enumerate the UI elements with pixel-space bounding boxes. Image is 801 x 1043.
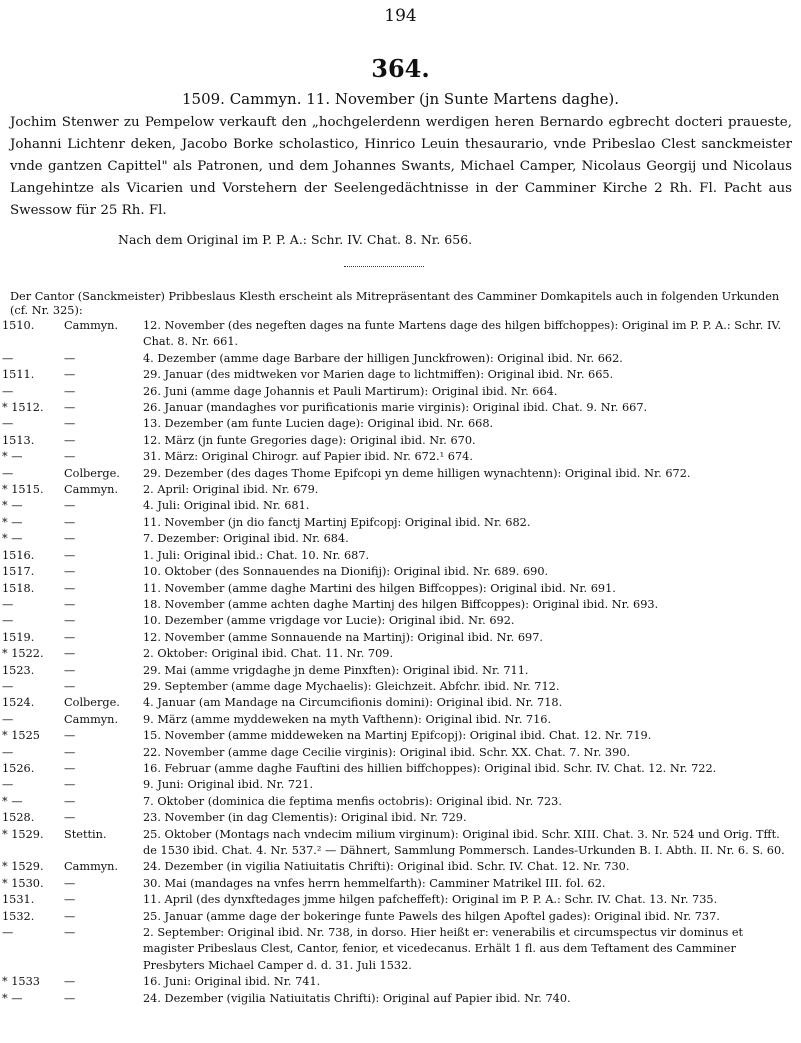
entry-place: —	[64, 876, 76, 890]
record-list	[0, 290, 801, 1007]
list-item	[0, 745, 801, 761]
separator-rule	[344, 266, 424, 267]
entry-place: Cammyn.	[64, 319, 119, 332]
entry-place: Stettin.	[64, 827, 107, 841]
entry-year: —	[2, 597, 14, 611]
entry-text: 24. Dezember (vigilia Natiuitatis Chrifti): Original auf Papier ibid. Nr. 740.	[143, 991, 571, 1005]
entry-text: 31. März: Original Chirogr. auf Papier ibid. Nr. 672.¹ 674.	[143, 450, 473, 464]
entry-text: 2. September: Original ibid. Nr. 738, in dorso. Hier heißt er: venerabilis et circumspectus vir dominus et magister Pribeslaus Clest, Cantor, fenior, et vicedecanus. Erhält 1 fl. aus dem Teftament des Camminer Presbyters Michael Camper d. d. 31. Juli 1532.	[143, 926, 744, 972]
list-item	[0, 712, 801, 728]
entry-place: —	[64, 926, 76, 940]
entry-place: —	[64, 614, 76, 628]
entry-place: —	[64, 450, 76, 464]
list-item	[0, 531, 801, 547]
list-item	[0, 564, 801, 580]
list-item	[0, 433, 801, 449]
list-item	[0, 318, 801, 351]
entry-year: * 1522.	[2, 647, 44, 661]
entry-year: * —	[2, 515, 23, 529]
list-item	[0, 400, 801, 416]
list-item	[0, 498, 801, 514]
entry-place: —	[64, 548, 76, 562]
list-item	[0, 449, 801, 465]
entry-text: 25. Januar (amme dage der bokeringe funte Pawels des hilgen Apoftel gades): Original ibid. Nr. 737.	[143, 909, 720, 923]
entry-text: 24. Dezember (in vigilia Natiuitatis Chrifti): Original ibid. Schr. IV. Chat. 12. Nr. 730.	[143, 860, 630, 874]
entry-text: 7. Dezember: Original ibid. Nr. 684.	[143, 532, 349, 546]
list-item	[0, 777, 801, 793]
entry-text: 15. November (amme middeweken na Martinj Epifcopj): Original ibid. Chat. 12. Nr. 719.	[143, 729, 652, 743]
entry-place: —	[64, 499, 76, 513]
entry-place: Colberge.	[64, 696, 120, 710]
entry-text: 22. November (amme dage Cecilie virginis): Original ibid. Schr. XX. Chat. 7. Nr. 390.	[143, 745, 631, 759]
entry-place: Cammyn.	[64, 860, 119, 874]
entry-year: 1510.	[2, 319, 35, 332]
entry-year: 1528.	[2, 811, 35, 825]
entry-year: —	[2, 466, 14, 480]
list-item	[0, 991, 801, 1007]
entry-place: —	[64, 368, 76, 382]
entry-place: —	[64, 597, 76, 611]
entry-year: —	[2, 417, 14, 431]
entry-place: —	[64, 401, 76, 415]
entry-place: —	[64, 811, 76, 825]
entry-text: 18. November (amme achten daghe Martinj des hilgen Biffcoppes): Original ibid. Nr. 693.	[143, 597, 659, 611]
entry-text: 12. November (amme Sonnauende na Martinj): Original ibid. Nr. 697.	[143, 630, 543, 644]
entry-year: —	[2, 745, 14, 759]
list-item	[0, 679, 801, 695]
entry-place: Cammyn.	[64, 712, 119, 726]
list-item	[0, 974, 801, 990]
entry-year: * 1533	[2, 975, 40, 989]
entry-text: 29. Dezember (des dages Thome Epifcopi yn deme hilligen wynachtenn): Original ibid. Nr. 672.	[143, 466, 691, 480]
entry-place: —	[64, 565, 76, 579]
list-item	[0, 876, 801, 892]
entry-place: Colberge.	[64, 466, 120, 480]
entry-place: —	[64, 909, 76, 923]
list-item	[0, 810, 801, 826]
entry-year: * 1512.	[2, 401, 44, 415]
entry-text: 29. Mai (amme vrigdaghe jn deme Pinxften): Original ibid. Nr. 711.	[143, 663, 529, 677]
entry-year: 1531.	[2, 893, 35, 907]
entry-year: * 1529.	[2, 827, 44, 841]
entry-year: —	[2, 926, 14, 940]
list-item	[0, 728, 801, 744]
entry-year: 1532.	[2, 909, 35, 923]
entry-year: 1513.	[2, 433, 35, 447]
entry-year: —	[2, 351, 14, 365]
entry-year: * 1515.	[2, 483, 44, 497]
entry-text: 13. Dezember (am funte Lucien dage): Original ibid. Nr. 668.	[143, 417, 494, 431]
list-item	[0, 827, 801, 860]
entry-place: —	[64, 515, 76, 529]
entry-text: 16. Februar (amme daghe Fauftini des hillien biffchoppes): Original ibid. Schr. IV. Chat. 12. Nr. 722.	[143, 761, 717, 775]
list-item	[0, 482, 801, 498]
entry-place: —	[64, 384, 76, 398]
entry-place: —	[64, 417, 76, 431]
entry-text: 29. September (amme dage Mychaelis): Gleichzeit. Abfchr. ibid. Nr. 712.	[143, 679, 560, 693]
entry-year: * 1529.	[2, 860, 44, 874]
entry-place: —	[64, 532, 76, 546]
entry-year: * —	[2, 794, 23, 808]
list-item	[0, 761, 801, 777]
entry-text: 29. Januar (des midtweken vor Marien dage to lichtmiffen): Original ibid. Nr. 665.	[143, 368, 614, 382]
record-rows	[0, 318, 801, 1007]
list-item	[0, 367, 801, 383]
entry-text: 10. Dezember (amme vrigdage vor Lucie): Original ibid. Nr. 692.	[143, 614, 515, 628]
list-item	[0, 581, 801, 597]
entry-year: —	[2, 614, 14, 628]
list-item	[0, 859, 801, 875]
entry-place: —	[64, 745, 76, 759]
entry-year: * —	[2, 532, 23, 546]
entry-text: 23. November (in dag Clementis): Original ibid. Nr. 729.	[143, 811, 467, 825]
entry-text: 25. Oktober (Montags nach vndecim milium virginum): Original ibid. Schr. XIII. Chat. 3. Nr. 524 und Orig. Tfft. de 1530 ibid. Chat. 4. Nr. 537.² — Dähnert, Sammlung Pommersch. Landes-Urkunden B. I. Abth. II. Nr. 6. S. 60.	[143, 827, 785, 857]
entry-text: 9. Juni: Original ibid. Nr. 721.	[143, 778, 314, 792]
entry-place: —	[64, 991, 76, 1005]
entry-place: —	[64, 794, 76, 808]
document-date: 1509. Cammyn. 11. November (jn Sunte Martens daghe).	[181, 90, 620, 108]
entry-text: 10. Oktober (des Sonnauendes na Dionifij): Original ibid. Nr. 689. 690.	[143, 565, 549, 579]
list-item	[0, 695, 801, 711]
entry-year: —	[2, 778, 14, 792]
entry-text: 4. Juli: Original ibid. Nr. 681.	[143, 499, 310, 513]
entry-year: * 1530.	[2, 876, 44, 890]
entry-place: —	[64, 679, 76, 693]
entry-place: —	[64, 761, 76, 775]
entry-place: —	[64, 975, 76, 989]
entry-year: * —	[2, 450, 23, 464]
entry-place: Cammyn.	[64, 483, 119, 497]
entry-text: 11. April (des dynxftedages jmme hilgen pafcheffeft): Original im P. P. A.: Schr. IV. Chat. 13. Nr. 735.	[143, 893, 718, 907]
entry-text: 26. Januar (mandaghes vor purificationis marie virginis): Original ibid. Chat. 9. Nr. 667.	[143, 401, 648, 415]
list-item	[0, 646, 801, 662]
entry-text: 12. März (jn funte Gregories dage): Original ibid. Nr. 670.	[143, 433, 476, 447]
entry-year: 1524.	[2, 696, 35, 710]
list-item	[0, 925, 801, 974]
entry-text: 26. Juni (amme dage Johannis et Pauli Martirum): Original ibid. Nr. 664.	[143, 384, 558, 398]
entry-place: —	[64, 433, 76, 447]
entry-year: 1517.	[2, 565, 35, 579]
document-summary: Jochim Stenwer zu Pempelow verkauft den „hochgelerdenn werdigen heren Bernardo egbrecht docteri praueste, Johanni Lichtenr deken, Jacobo Borke scholastico, Hinrico Leuin thesaurario, vnde Pribeslao Clest sanckmeister vnde gantzen Capittel" als Patronen, und dem Johannes Swants, Michael Camper, Nicolaus Georgij und Nicolaus Langehintze als Vicarien und Vorstehern der Seelengedächtnisse in der Camminer Kirche 2 Rh. Fl. Pacht aus Swessow für 25 Rh. Fl.	[10, 115, 792, 218]
document-source: Nach dem Original im P. P. A.: Schr. IV. Chat. 8. Nr. 656.	[118, 232, 473, 247]
entry-text: 30. Mai (mandages na vnfes herrn hemmelfarth): Camminer Matrikel III. fol. 62.	[143, 876, 606, 890]
page-number: 194	[384, 6, 417, 26]
list-item	[0, 909, 801, 925]
entry-year: 1523.	[2, 663, 35, 677]
entry-text: 16. Juni: Original ibid. Nr. 741.	[143, 975, 321, 989]
list-item	[0, 613, 801, 629]
list-intro: Der Cantor (Sanckmeister) Pribbeslaus Klesth erscheint als Mitrepräsentant des Camminer Domkapitels auch in folgenden Urkunden (cf. Nr. 325):	[10, 290, 780, 317]
entry-text: 2. Oktober: Original ibid. Chat. 11. Nr. 709.	[143, 647, 394, 661]
entry-year: * —	[2, 991, 23, 1005]
entry-text: 4. Januar (am Mandage na Circumcifionis domini): Original ibid. Nr. 718.	[143, 696, 563, 710]
list-item	[0, 597, 801, 613]
entry-year: —	[2, 712, 14, 726]
entry-year: 1526.	[2, 761, 35, 775]
list-item	[0, 384, 801, 400]
list-item	[0, 794, 801, 810]
list-item	[0, 416, 801, 432]
entry-text: 1. Juli: Original ibid.: Chat. 10. Nr. 687.	[143, 548, 370, 562]
entry-text: 9. März (amme myddeweken na myth Vafthenn): Original ibid. Nr. 716.	[143, 712, 552, 726]
list-item	[0, 351, 801, 367]
entry-year: * —	[2, 499, 23, 513]
list-item	[0, 548, 801, 564]
entry-place: —	[64, 647, 76, 661]
entry-text: 7. Oktober (dominica die feptima menfis octobris): Original ibid. Nr. 723.	[143, 794, 562, 808]
entry-text: 11. November (jn dio fanctj Martinj Epifcopj: Original ibid. Nr. 682.	[143, 515, 531, 529]
entry-place: —	[64, 893, 76, 907]
entry-year: * 1525	[2, 729, 40, 743]
entry-year: 1518.	[2, 581, 35, 595]
list-item	[0, 630, 801, 646]
document-number: 364.	[371, 54, 430, 83]
list-item	[0, 663, 801, 679]
entry-place: —	[64, 663, 76, 677]
entry-year: —	[2, 679, 14, 693]
entry-year: 1519.	[2, 630, 35, 644]
list-item	[0, 466, 801, 482]
entry-place: —	[64, 630, 76, 644]
entry-text: 4. Dezember (amme dage Barbare der hilligen Junckfrowen): Original ibid. Nr. 662.	[143, 351, 623, 365]
entry-year: —	[2, 384, 14, 398]
list-item	[0, 892, 801, 908]
entry-text: 11. November (amme daghe Martini des hilgen Biffcoppes): Original ibid. Nr. 691.	[143, 581, 616, 595]
entry-year: 1516.	[2, 548, 35, 562]
list-item	[0, 515, 801, 531]
entry-place: —	[64, 729, 76, 743]
entry-place: —	[64, 581, 76, 595]
entry-place: —	[64, 778, 76, 792]
entry-year: 1511.	[2, 368, 35, 382]
entry-text: 2. April: Original ibid. Nr. 679.	[143, 483, 319, 497]
entry-place: —	[64, 351, 76, 365]
entry-text: 12. November (des negeften dages na funte Martens dage des hilgen biffchoppes): Original im P. P. A.: Schr. IV. Chat. 8. Nr. 661.	[143, 319, 782, 349]
